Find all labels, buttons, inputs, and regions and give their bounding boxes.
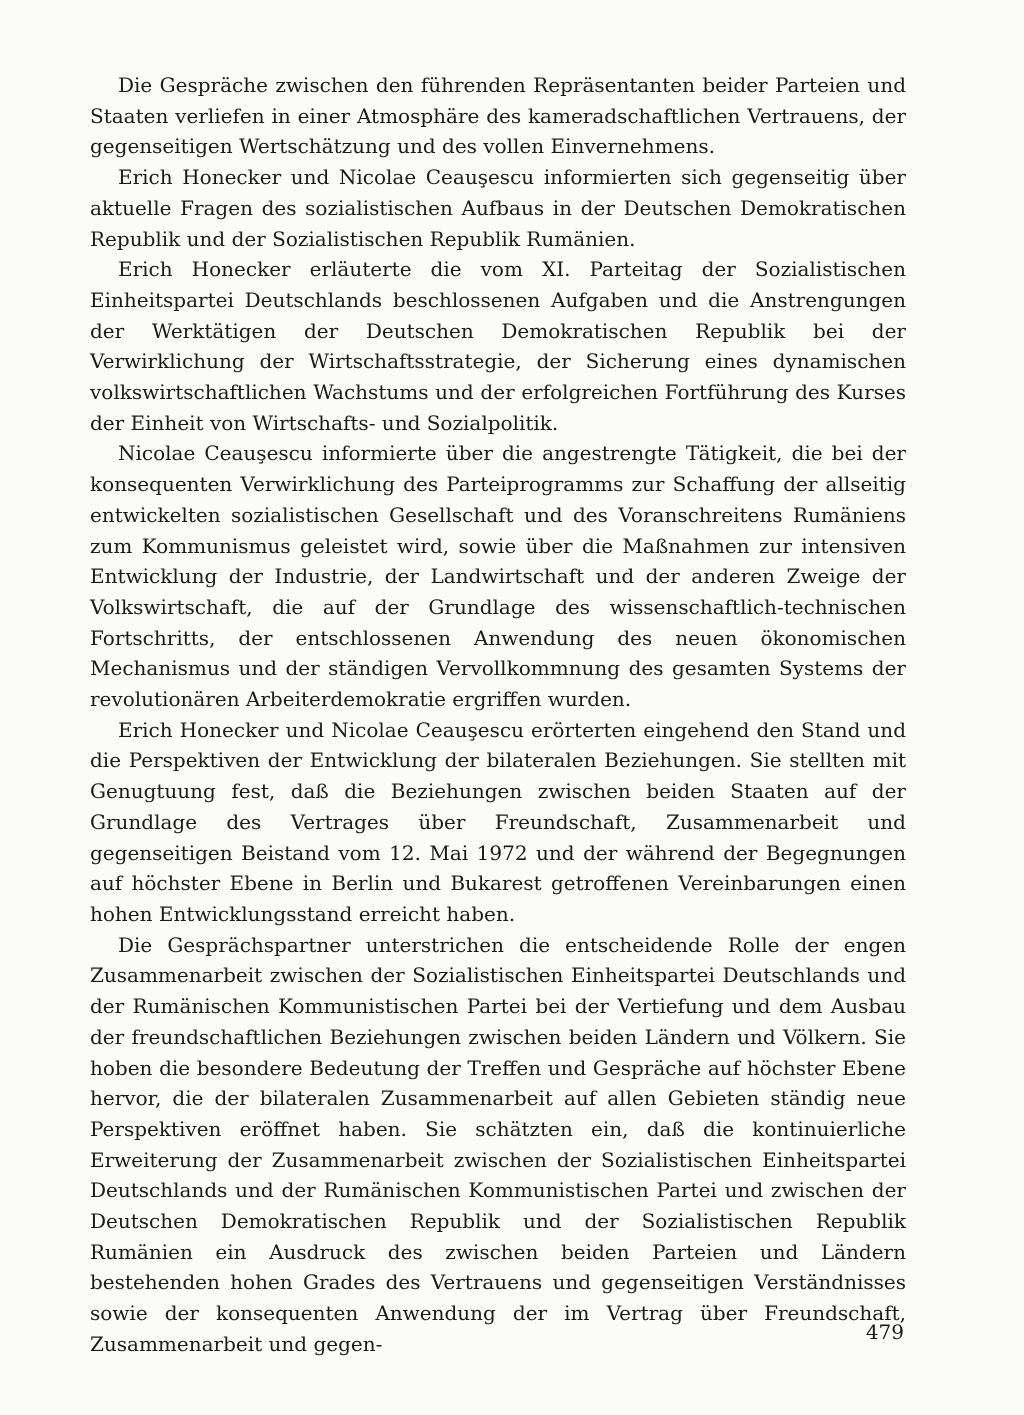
body-text: [90, 70, 906, 1360]
paragraph-5: Erich Honecker und Nicolae Ceauşescu erörterten eingehend den Stand und die Perspektiven der Entwicklung der bilateralen Beziehungen. Sie stellten mit Genugtuung fest, daß die Beziehungen zwischen beiden Staaten auf der Grundlage des Vertrages über Freundschaft, Zusammenarbeit und gegenseitigen Beistand vom 12. Mai 1972 und der während der Begegnungen auf höchster Ebene in Berlin und Bukarest getroffenen Vereinbarungen einen hohen Entwicklungsstand erreicht haben.: [90, 717, 906, 926]
paragraph-6: Die Gesprächspartner unterstrichen die entscheidende Rolle der engen Zusammenarbeit zwischen der Sozialistischen Einheitspartei Deutschlands und der Rumänischen Kommunistischen Partei bei der Vertiefung und dem Ausbau der freundschaftlichen Beziehungen zwischen beiden Ländern und Völkern. Sie hoben die besondere Bedeutung der Treffen und Gespräche auf höchster Ebene hervor, die der bilateralen Zusammenarbeit auf allen Gebieten ständig neue Perspektiven eröffnet haben. Sie schätzten ein, daß die kontinuierliche Erweiterung der Zusammenarbeit zwischen der Sozialistischen Einheitspartei Deutschlands und der Rumänischen Kommunistischen Partei und zwischen der Deutschen Demokratischen Republik und der Sozialistischen Republik Rumänien ein Ausdruck des zwischen beiden Parteien und Ländern bestehenden hohen Grades des Vertrauens und gegenseitigen Verständnisses sowie der konsequenten Anwendung der im Vertrag über Freundschaft, Zusammenarbeit und gegen-: [90, 932, 906, 1356]
paragraph-2: Erich Honecker und Nicolae Ceauşescu informierten sich gegenseitig über aktuelle Fragen des sozialistischen Aufbaus in der Deutschen Demokratischen Republik und der Sozialistischen Republik Rumänien.: [90, 165, 906, 251]
paragraph-4: Nicolae Ceauşescu informierte über die angestrengte Tätigkeit, die bei der konsequenten Verwirklichung des Parteiprogramms zur Schaffung der allseitig entwickelten sozialistischen Gesellschaft und des Voranschreitens Rumäniens zum Kommunismus geleistet wird, sowie über die Maßnahmen zur intensiven Entwicklung der Industrie, der Landwirtschaft und der anderen Zweige der Volkswirtschaft, die auf der Grundlage des wissenschaftlich-technischen Fortschritts, der entschlossenen Anwendung des neuen ökonomischen Mechanismus und der ständigen Vervollkommnung des gesamten Systems der revolutionären Arbeiterdemokratie ergriffen wurden.: [90, 441, 906, 712]
paragraph-3: Erich Honecker erläuterte die vom XI. Parteitag der Sozialistischen Einheitspartei Deutschlands beschlossenen Aufgaben und die Anstrengungen der Werktätigen der Deutschen Demokratischen Republik bei der Verwirklichung der Wirtschaftsstrategie, der Sicherung eines dynamischen volkswirtschaftlichen Wachstums und der erfolgreichen Fortführung des Kurses der Einheit von Wirtschafts- und Sozialpolitik.: [90, 257, 906, 435]
paragraph-1: Die Gespräche zwischen den führenden Repräsentanten beider Parteien und Staaten verliefen in einer Atmosphäre des kameradschaftlichen Vertrauens, der gegenseitigen Wertschätzung und des vollen Einvernehmens.: [90, 73, 906, 159]
page-number: 479: [865, 1320, 904, 1344]
